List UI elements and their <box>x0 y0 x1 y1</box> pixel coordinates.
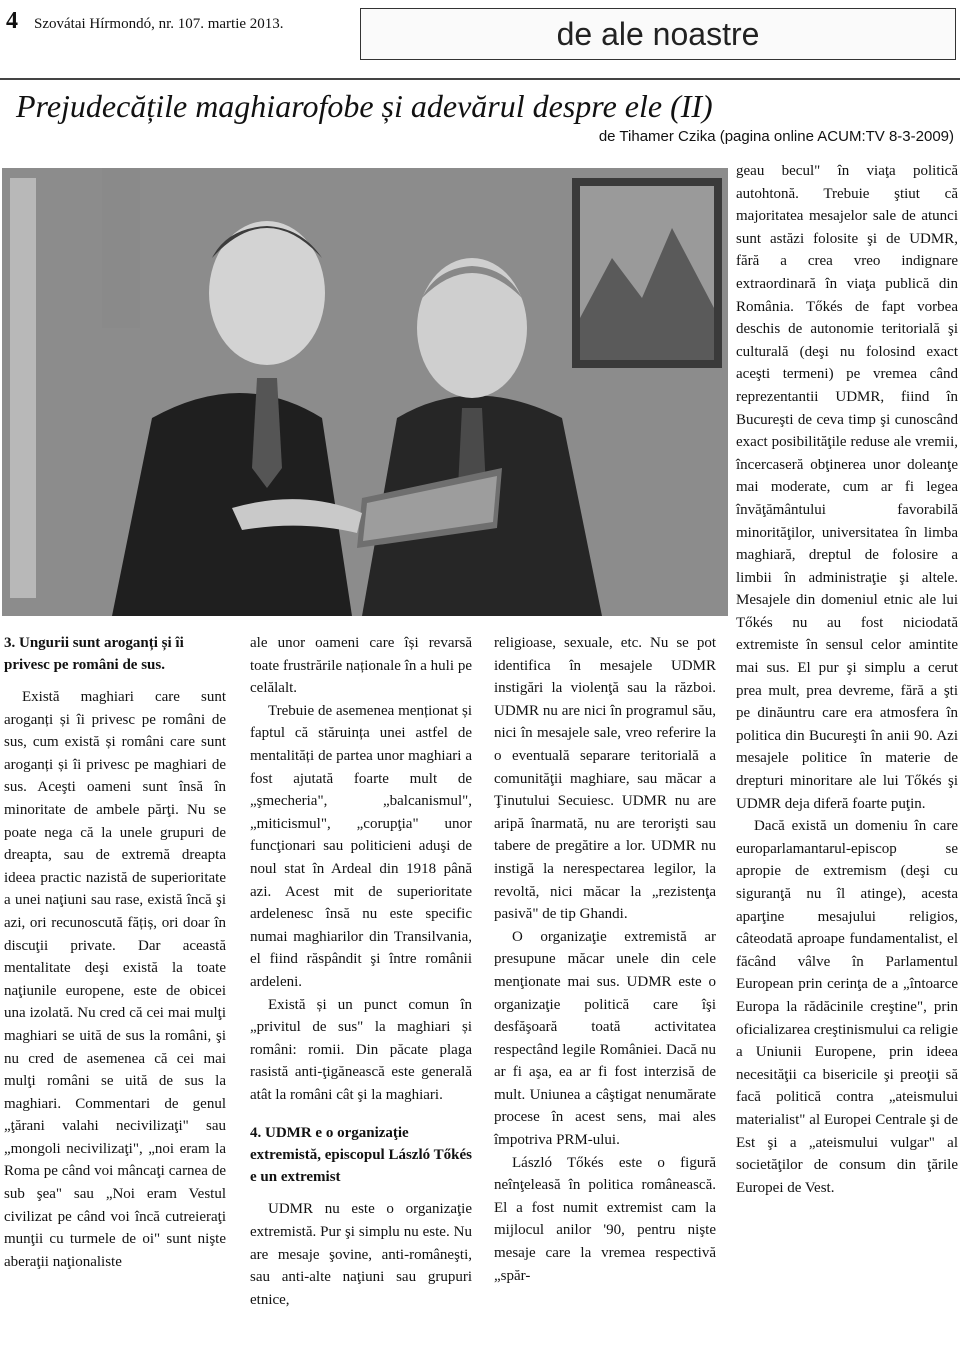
column-4 <box>736 160 958 1199</box>
column-2 <box>250 632 472 1311</box>
paragraph: Există și un punct comun în „privitul de sus" la maghiari și români: romii. Din păcate plaga rasistă anti-ţigănească este generală atât la români cât şi la maghiari. <box>250 996 472 1103</box>
publication-info: Szovátai Hírmondó, nr. 107. martie 2013. <box>34 16 284 32</box>
paragraph: Trebuie de asemenea menționat și faptul că stăruința unei astfel de mentalități de partea unor maghiari a fost ajutată foarte mult de „şmecheria", „balcanismul", „miticismul", „corupţia" unor funcţionari sau politicieni aduşi de noul stat în Ardeal din 1918 până azi. Acest mit de superioritate ardelenesc însă nu este specific numai maghiarilor din Transilvania, el fiind răspândit şi între românii ardeleni. <box>250 702 472 990</box>
paragraph: ale unor oameni care își revarsă toate frustrările naționale în a huli pe celălalt. <box>250 635 472 697</box>
section-heading-3: 3. Ungurii sunt aroganți și îi privesc pe români de sus. <box>4 635 184 673</box>
article-title: Prejudecățile maghiarofobe și adevărul despre ele (II) <box>16 88 713 124</box>
section-title: de ale noastre <box>556 15 760 52</box>
section-heading-4: 4. UDMR e o organizaţie extremistă, episcopul László Tőkés e un extremist <box>250 1125 472 1186</box>
article-photo <box>2 168 728 616</box>
paragraph: geau becul" în viaţa politică autohtonă. Trebuie ştiut că majoritatea mesajelor sale de atunci sunt astăzi folosite şi de UDMR, fără a crea vreo indignare extraordinară în viaţa publică din România. Tőkés de fapt vorbea deschis de autonomie teritorială şi culturală (deşi nu folosind exact aceşti termeni) pe vremea când reprezentantii UDMR, fiind în Bucureşti de ceva timp şi cunoscând exact posibilităţile reduse ale vremii, încercaseră obţinerea unor doleanţe mai moderate, cum ar fi legea învăţământului favorabilă minorităţilor, universitatea în limba maghiară, dreptul de folosire a limbii în administraţie şi altele. Mesajele din domeniul etnic ale lui Tőkés nu au fost niciodată extremiste în sensul celor amintite mai sus. El pur şi simplu a cerut prea mult, prea devreme, fără a şti pe dinăuntru care era atmosfera în politica din Bucureşti în anii 90. Azi mesajele politice în materie de drepturi minoritare ale lui Tőkés şi UDMR deja diferă foarte puţin. <box>736 163 958 812</box>
paragraph: László Tőkés este o figură neînţeleasă în politica românească. El a fost numit extremist cam la mijlocul anilor '90, pentru nişte mesaje care la vremea respectivă „spăr- <box>494 1154 716 1284</box>
page-number: 4 <box>6 8 18 34</box>
paragraph: O organizaţie extremistă ar presupune măcar unele din cele menţionate mai sus. UDMR este o organizaţie politică care îşi desfăşoară toată activitatea respectând legile României. Dacă nu ar fi aşa, ea ar fi fost interzisă de mult. Uniunea a câştigat nenumărate procese în acest sens, mai ales împotriva PRM-ului. <box>494 928 716 1149</box>
article-byline: de Tihamer Czika (pagina online ACUM:TV 8-3-2009) <box>598 128 954 145</box>
column-1 <box>4 632 226 1273</box>
paragraph: Dacă există un domeniu în care europarlamantarul-episcop se apropie de extremism (deşi cu siguranţă nu îl atinge), acesta aparţine mesajului religios, câteodată aproape fundamentalist, el făcând vâlve în Parlamentul European prin cerinţa de a „întoarce Europa la rădăcinile creştine", prin oficializarea creştinismului ca religie a Uniunii Europene, prin ideea necesităţii ca bisericile şi preoţii să facă politică contra „ateismului materialist" al Europei Centrale şi de Est şi a „ateismului vulgar" al societăţilor de consum din ţările Europei de Vest. <box>736 818 958 1196</box>
paragraph: UDMR nu este o organizaţie extremistă. Pur şi simplu nu este. Nu are mesaje şovine, anti-româneşti, sau anti-alte naţiuni sau grupuri etnice, <box>250 1201 472 1308</box>
section-box <box>360 8 956 60</box>
header-rule <box>0 78 960 80</box>
column-3 <box>494 632 716 1287</box>
paragraph: religioase, sexuale, etc. Nu se pot identifica în mesajele UDMR instigări la violenţă sau la război. UDMR nu are nici în programul său, nici în mesajele sale, vreo referire la o eventuală separare teritorială a comunităţii maghiare, sau măcar a Ţinutului Secuiesc. UDMR nu are aripă înarmată, nu are terorişti sau tabere de pregătire a lor. UDMR nu instigă la nerespectarea legilor, la revoltă, nici măcar la „rezistenţa pasivă" de tip Ghandi. <box>494 635 716 923</box>
paragraph: Există maghiari care sunt aroganți și îi privesc pe români de sus, cum există și români care sunt aroganți și îi privesc pe maghiari de sus. Aceşti oameni sunt însă în minoritate de ambele părţi. Nu se poate nega că la unele grupuri de dreapta, sau de extremă dreapta ideea practic nazistă de superioritate a unei naţiuni sau rase, există încă şi azi, ori recunoscută fățiș, ori doar în discuţii private. Dar această mentalitate deşi există la toate naţiunile europene, este de obicei una izolată. Nu cred că cei mai mulţi maghiari se uită de sus la români, şi nu cred de asemenea că cei mai mulţi români se uită de sus la maghiari. Commentari de genul „ţărani valahi necivilizaţi" sau „mongoli necivilizaţi", „noi eram la Roma pe când voi mâncaţi carnea de sub şea" sau „Noi eram Vestul civilizat pe când voi încă cutreieraţi munţii cu turmele de oi" sunt nişte aberaţii naţionaliste <box>4 689 226 1270</box>
